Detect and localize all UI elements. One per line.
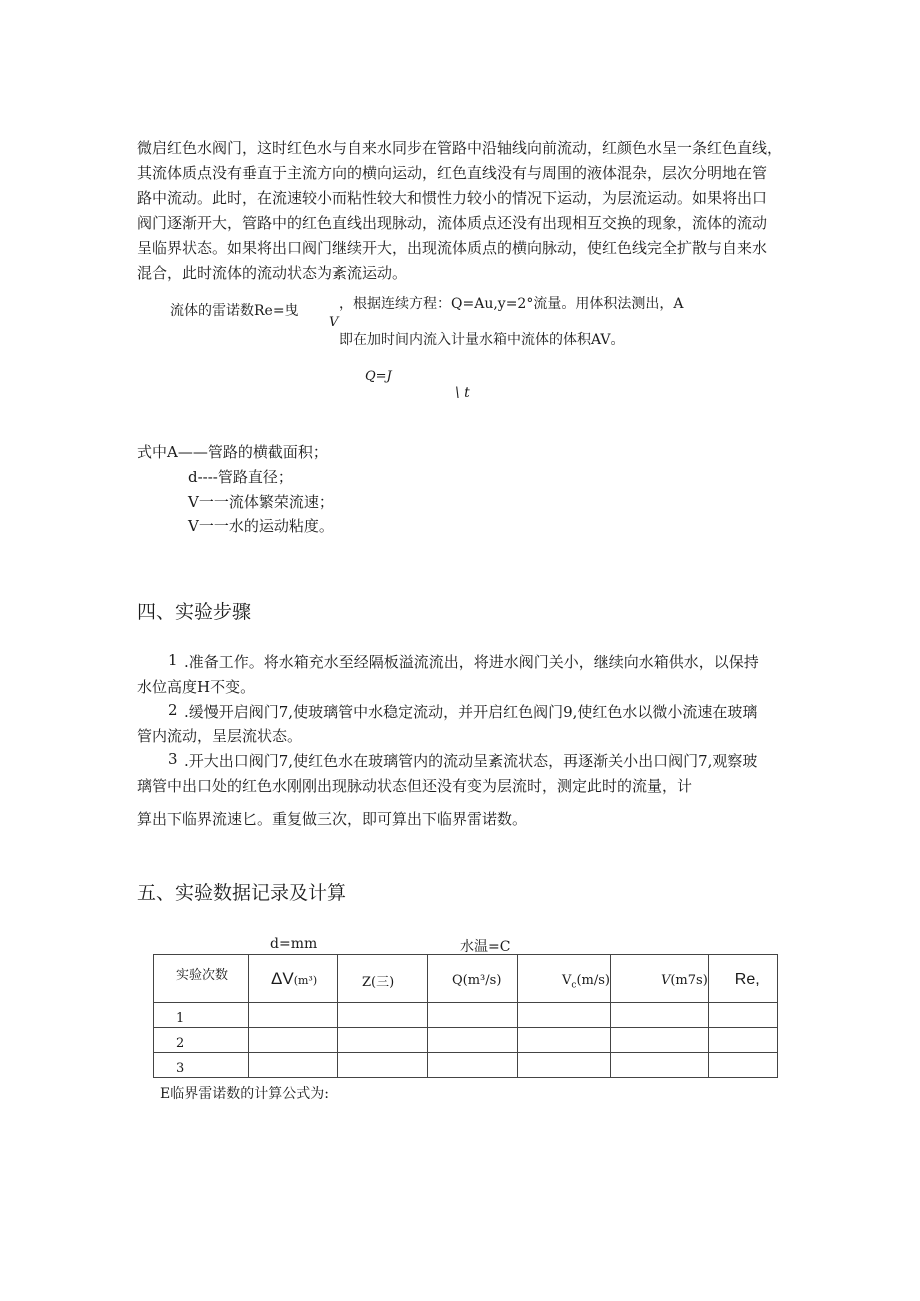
table-row xyxy=(154,1053,778,1078)
table-header-row xyxy=(154,955,778,1003)
intro-line: 呈临界状态。如果将出口阀门继续开大，出现流体质点的横向脉动，使红色线完全扩散与自来水 xyxy=(137,239,768,257)
header-delta-v-unit: (m³) xyxy=(293,974,318,987)
table-cell xyxy=(338,1028,428,1053)
section-title-steps: 四、实验步骤 xyxy=(137,601,252,623)
header-cell xyxy=(249,955,338,1003)
table-cell xyxy=(518,1028,611,1053)
definition-area: 式中A——管路的横截面积； xyxy=(137,443,328,461)
header-nu: V xyxy=(660,973,671,988)
header-cell xyxy=(518,955,611,1003)
flow-formula: Q=J xyxy=(365,369,392,384)
table-cell xyxy=(518,1053,611,1078)
step-number: 3 xyxy=(168,750,178,768)
table-cell xyxy=(708,1028,777,1053)
table-cell xyxy=(610,1003,708,1028)
header-vc-unit: (m/s) xyxy=(576,973,610,988)
diameter-label: d=mm xyxy=(270,936,318,952)
table-cell xyxy=(518,1003,611,1028)
header-vc: V xyxy=(562,973,572,988)
header-nu-unit: (m7s) xyxy=(670,973,708,988)
reynolds-label: 流体的雷诺数Re=曳 xyxy=(170,303,299,319)
definition-velocity: V一一流体繁荣流速； xyxy=(188,493,334,511)
critical-reynolds-formula-label: E临界雷诺数的计算公式为: xyxy=(160,1086,329,1102)
table-cell xyxy=(154,1053,249,1078)
header-cell xyxy=(338,955,428,1003)
intro-line: 混合，此时流体的流动状态为紊流运动。 xyxy=(137,264,408,282)
header-trial: 实验次数 xyxy=(176,968,229,983)
table-cell xyxy=(708,1003,777,1028)
row-number: 1 xyxy=(176,1011,185,1026)
step-1-line: 水位高度H不变。 xyxy=(137,678,256,696)
step-3-line: 算出下临界流速匕。重复做三次，即可算出下临界雷诺数。 xyxy=(137,810,528,828)
intro-line: 路中流动。此时，在流速较小而粘性较大和惯性力较小的情况下运动，为层流运动。如果将出口 xyxy=(137,189,768,207)
step-2-line: .缓慢开启阀门7,使玻璃管中水稳定流动，并开启红色阀门9,使红色水以微小流速在玻璃 xyxy=(184,703,758,721)
section-title-data: 五、实验数据记录及计算 xyxy=(137,882,347,904)
table-cell xyxy=(249,1028,338,1053)
table-cell xyxy=(428,1053,518,1078)
definition-viscosity: V一一水的运动粘度。 xyxy=(188,517,334,535)
header-cell xyxy=(708,955,777,1003)
velocity-symbol: V xyxy=(329,315,339,330)
continuity-equation: ，根据连续方程：Q=Au,y=2°流量。用体积法测出，A xyxy=(339,296,684,312)
table-cell xyxy=(428,1003,518,1028)
table-cell xyxy=(249,1003,338,1028)
header-cell xyxy=(610,955,708,1003)
table-cell xyxy=(154,1003,249,1028)
header-cell xyxy=(154,955,249,1003)
header-re: Re, xyxy=(734,971,760,988)
table-cell xyxy=(428,1028,518,1053)
temperature-label: 水温=C xyxy=(460,939,511,955)
step-3-line: 璃管中出口处的红色水刚刚出现脉动状态但还没有变为层流时，测定此时的流量，计 xyxy=(137,777,693,795)
time-fraction: \ t xyxy=(455,385,470,401)
table-cell xyxy=(610,1028,708,1053)
step-3-line: .开大出口阀门7,使红色水在玻璃管内的流动呈紊流状态，再逐渐关小出口阀门7,观察玻 xyxy=(184,752,758,770)
table-row xyxy=(154,1028,778,1053)
row-number: 3 xyxy=(176,1061,185,1076)
table-cell xyxy=(154,1028,249,1053)
definition-diameter: d----管路直径； xyxy=(188,468,293,486)
header-delta-v: ΔV xyxy=(271,969,294,988)
table-cell xyxy=(708,1053,777,1078)
header-vc-sub: c xyxy=(571,980,577,991)
table-row xyxy=(154,1003,778,1028)
header-time: Z(三) xyxy=(362,975,395,990)
table-cell xyxy=(338,1003,428,1028)
data-table xyxy=(153,954,778,1078)
row-number: 2 xyxy=(176,1036,185,1051)
intro-line: 微启红色水阀门，这时红色水与自来水同步在管路中沿轴线向前流动，红颜色水呈一条红色直线， xyxy=(137,139,783,157)
header-cell xyxy=(428,955,518,1003)
volume-text: 即在加时间内流入计量水箱中流体的体积AV。 xyxy=(339,332,625,348)
intro-line: 阀门逐渐开大，管路中的红色直线出现脉动，流体质点还没有出现相互交换的现象，流体的流动 xyxy=(137,214,768,232)
step-number: 1 xyxy=(168,651,178,669)
header-flow: Q(m³/s) xyxy=(452,973,502,988)
intro-line: 其流体质点没有垂直于主流方向的横向运动，红色直线没有与周围的液体混杂，层次分明地在管 xyxy=(137,164,768,182)
intro-paragraph xyxy=(137,136,787,286)
table-cell xyxy=(610,1053,708,1078)
step-number: 2 xyxy=(168,701,178,719)
table-cell xyxy=(249,1053,338,1078)
step-2-line: 管内流动，呈层流状态。 xyxy=(137,727,303,745)
table-cell xyxy=(338,1053,428,1078)
step-1-line: .准备工作。将水箱充水至经隔板溢流流出，将进水阀门关小，继续向水箱供水，以保持 xyxy=(184,653,759,671)
